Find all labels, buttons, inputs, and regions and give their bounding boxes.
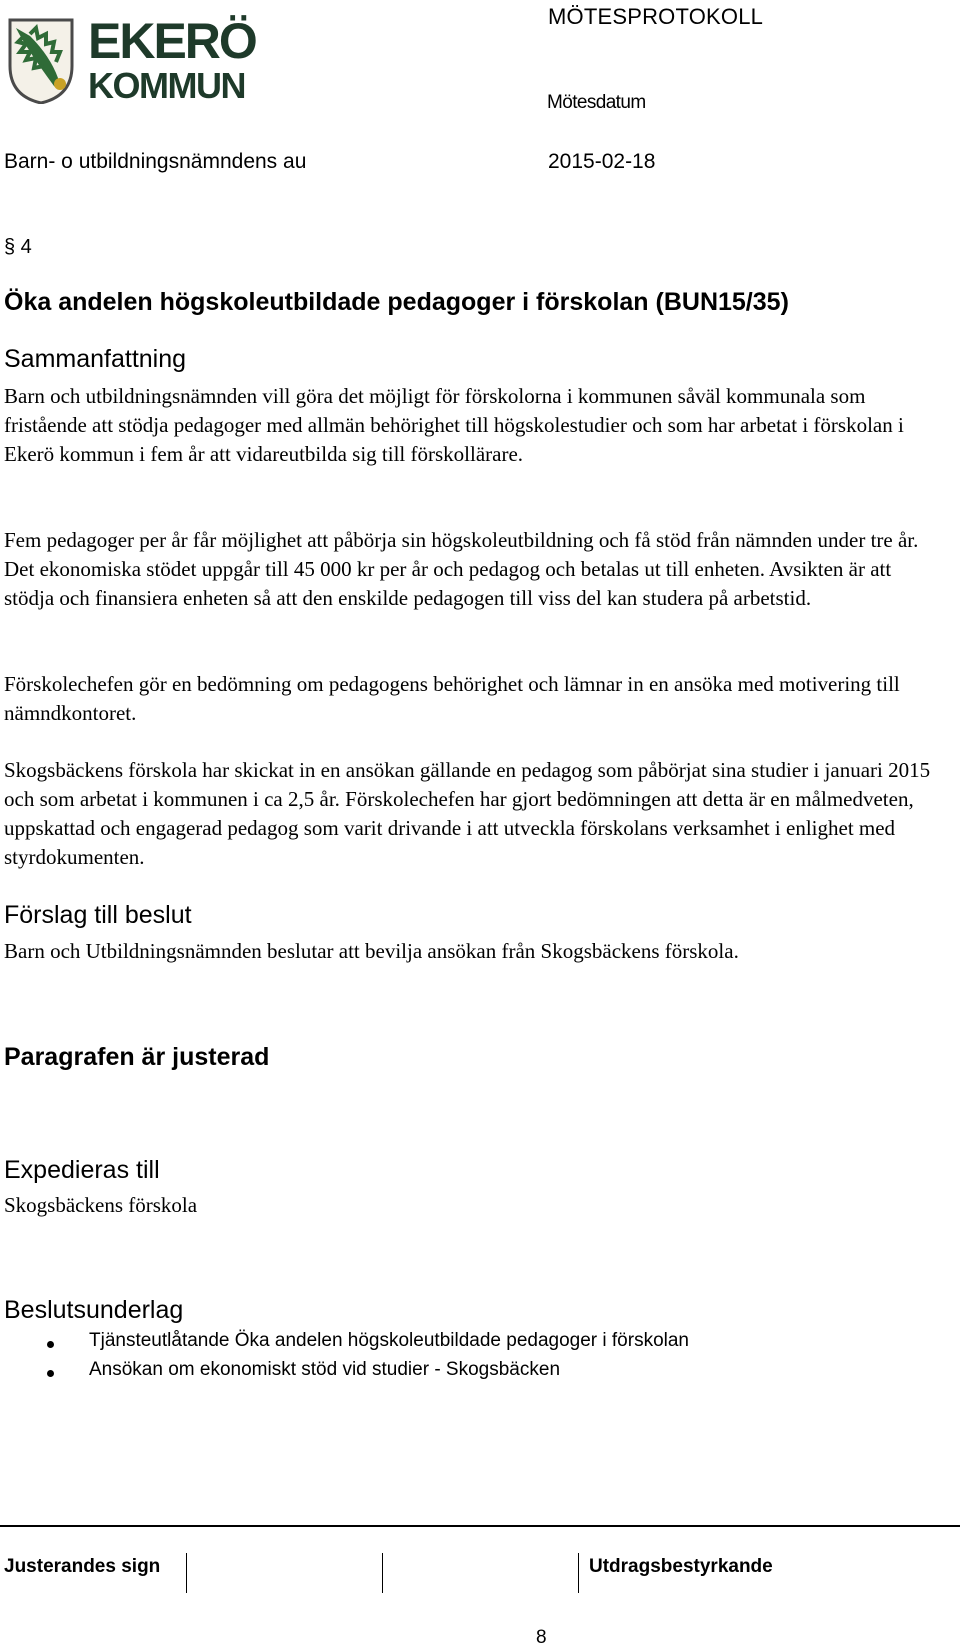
proposal-text: Barn och Utbildningsnämnden beslutar att bevilja ansökan från Skogsbäckens förskola. xyxy=(4,939,739,963)
summary-paragraph-1: Barn och utbildningsnämnden vill göra det möjligt för förskolorna i kommunen såväl kommunala som fristående att stödja pedagoger med allmän behörighet till högskolestudier och som har arbetat i förskolan i Ekerö kommun i fem år att vidareutbilda sig till förskollärare. xyxy=(4,384,904,466)
paragraph-number: § 4 xyxy=(4,236,32,258)
svg-text:KOMMUN: KOMMUN xyxy=(88,65,245,104)
signature-label: Justerandes sign xyxy=(4,1556,161,1577)
adjusted-heading: Paragrafen är justerad xyxy=(4,1043,270,1071)
proposal-heading: Förslag till beslut xyxy=(4,901,192,929)
extract-certification-label: Utdragsbestyrkande xyxy=(589,1556,773,1577)
committee-name: Barn- o utbildningsnämndens au xyxy=(4,150,307,173)
svg-text:EKERÖ: EKERÖ xyxy=(88,13,256,69)
page-number: 8 xyxy=(536,1627,547,1648)
dispatch-recipient: Skogsbäckens förskola xyxy=(4,1193,198,1217)
signature-box-divider xyxy=(382,1553,383,1593)
bullet-icon xyxy=(47,1341,54,1348)
dispatch-heading: Expedieras till xyxy=(4,1156,160,1184)
meeting-date-label: Mötesdatum xyxy=(547,92,646,113)
signature-box-divider xyxy=(186,1553,187,1593)
list-item xyxy=(4,1359,904,1388)
bullet-icon xyxy=(47,1370,54,1377)
document-type: MÖTESPROTOKOLL xyxy=(548,4,764,29)
summary-paragraph-3: Förskolechefen gör en bedömning om pedagogens behörighet och lämnar in en ansöka med motivering till nämndkontoret. xyxy=(4,672,900,725)
signature-box-divider xyxy=(578,1553,579,1593)
basis-heading: Beslutsunderlag xyxy=(4,1296,184,1324)
paragraph-title: Öka andelen högskoleutbildade pedagoger i förskolan (BUN15/35) xyxy=(4,288,789,316)
meeting-date: 2015-02-18 xyxy=(548,150,656,173)
coat-of-arms-icon xyxy=(6,8,268,104)
summary-paragraph-2: Fem pedagoger per år får möjlighet att påbörja sin högskoleutbildning och få stöd från nämnden under tre år. Det ekonomiska stödet uppgår till 45 000 kr per år och pedagog och betalas ut till enheten. Avsikten är att stödja och finansiera enheten så att den enskilde pedagogen till viss del kan studera på arbetstid. xyxy=(4,528,919,610)
summary-heading: Sammanfattning xyxy=(4,345,187,373)
list-item-label: Tjänsteutlåtande Öka andelen högskoleutbildade pedagoger i förskolan xyxy=(89,1330,689,1351)
list-item-label: Ansökan om ekonomiskt stöd vid studier - Skogsbäcken xyxy=(89,1359,561,1380)
basis-list xyxy=(4,1330,904,1388)
ekero-kommun-logo xyxy=(6,8,268,104)
summary-paragraph-4: Skogsbäckens förskola har skickat in en ansökan gällande en pedagog som påbörjat sina studier i januari 2015 och som arbetat i kommunen i ca 2,5 år. Förskolechefen har gjort bedömningen att detta är en målmedveten, uppskattad och engagerad pedagog som varit drivande i att utveckla förskolans verksamhet i enlighet med styrdokumenten. xyxy=(4,758,931,869)
list-item xyxy=(4,1330,904,1359)
footer-divider xyxy=(0,1525,960,1527)
